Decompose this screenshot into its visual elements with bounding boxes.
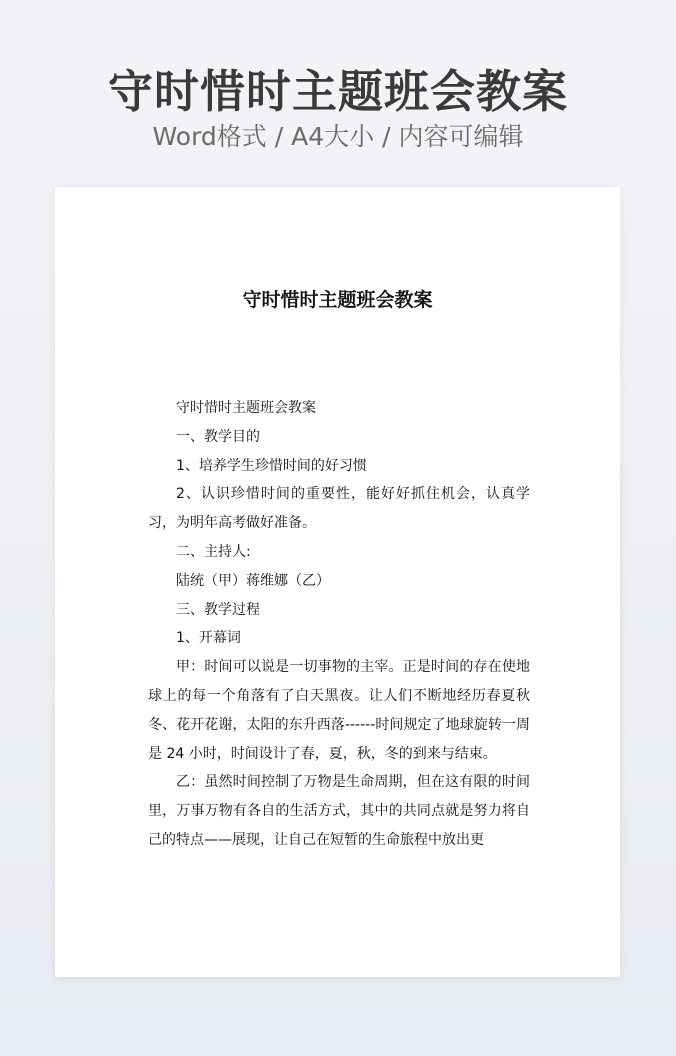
banner-title: 守时惜时主题班会教案 [107, 65, 568, 118]
document-page [55, 187, 620, 977]
paragraph: 2、认识珍惜时间的重要性，能好好抓住机会，认真学习，为明年高考做好准备。 [148, 486, 530, 532]
paragraph: 1、开幕词 [176, 630, 241, 647]
paragraph: 甲：时间可以说是一切事物的主宰。正是时间的存在使地球上的每一个角落有了白天黑夜。让人们不断地经历春夏秋冬、花开花谢，太阳的东升西落------时间规定了地球旋转一周是 24 小时，时间设计了春，夏，秋，冬的到来与结束。 [148, 659, 530, 762]
paragraph: 二、主持人: [176, 543, 251, 560]
document-title: 守时惜时主题班会教案 [242, 289, 433, 311]
banner [0, 0, 676, 186]
paragraph: 陆统（甲）蒋维娜（乙） [176, 572, 330, 589]
banner-subtitle: Word格式 / A4大小 / 内容可编辑 [152, 122, 524, 151]
paragraph: 乙：虽然时间控制了万物是生命周期，但在这有限的时间里，万事万物有各自的生活方式，其中的共同点就是努力将自己的特点——展现，让自己在短暂的生命旅程中放出更 [148, 774, 530, 848]
paragraph: 一、教学目的 [176, 428, 260, 445]
paragraph: 1、培养学生珍惜时间的好习惯 [176, 457, 367, 474]
paragraph: 三、教学过程 [176, 601, 260, 618]
paragraph: 守时惜时主题班会教案 [176, 400, 316, 416]
document-body [148, 394, 530, 855]
